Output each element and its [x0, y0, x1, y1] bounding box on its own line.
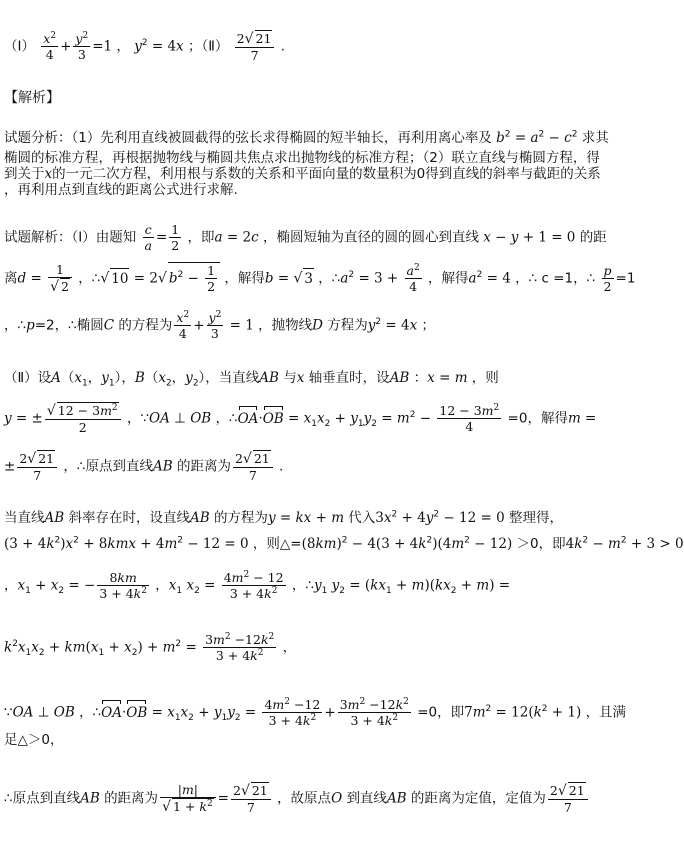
solution-text: ，∴ — [318, 270, 341, 287]
fraction-distance: $\frac{2√ 21}{7}$ — [17, 450, 57, 483]
vector-ob: OB — [126, 699, 147, 723]
solution-text: ； — [421, 317, 435, 334]
fraction-sum-roots: $\frac{8km}{3 + 4k^2}$ — [99, 570, 147, 601]
final-line: ∴原点到直线AB 的距离为 $\frac{|m|}{√ 1 + k^2}$ = $\frac{2√ 21}{7}$ ，故原点O 到直线AB 的距离为定值，定值为 $\frac{2√ 21}{7}$ — [4, 782, 626, 815]
fraction-distance: $\frac{2√ 21}{7}$ — [231, 782, 271, 815]
solution-text: ，且满 — [585, 704, 627, 721]
fraction-y2-over-3: $\frac{y^2}{3}$ — [75, 30, 89, 62]
solution-text: 离 — [4, 270, 18, 287]
answer-part1-label: （Ⅰ） — [4, 38, 35, 55]
solution-line-1: 试题解析：（Ⅰ）由题知 $\frac{c}{a}$ = $\frac{1}{2}$ ，即a = 2c ，椭圆短轴为直径的圆的圆心到直线 x − y + 1 = 0 的距 — [4, 222, 607, 253]
fraction-answer-distance: $\frac{2√ 21}{7}$ — [235, 30, 275, 63]
solution-text: （Ⅱ）设 — [4, 370, 52, 386]
product-line: $k^2x_1x_2 + km(x_1 + x_2) + m^2$ = $\frac{3m^2 -12k^2}{3 + 4k^2}$ ， — [4, 631, 297, 663]
analysis-text-1b: 求其 — [581, 130, 609, 146]
analysis-line-4: ，再利用点到直线的距离公式进行求解. — [4, 182, 238, 198]
solution-text: ，∴原点到直线 — [63, 458, 153, 475]
fraction-y-value: $\frac{√ 12 - 3m^2}{2}$ — [45, 402, 121, 435]
analysis-text-3b: 的一元二次方程，利用根与系数的关系和平面向量的数量积为0得到直线的斜率与截距的关系 — [52, 166, 601, 182]
solution-text: ，则△= — [252, 536, 302, 552]
solution-text: ，即 — [187, 229, 215, 246]
part2-line-1: （Ⅱ）设$A(x_1$，$y_1$），$B(x_2$，$y_2$），当直线AB 与x 轴垂直时，设AB ：x = m ，则 — [4, 370, 499, 389]
solution-line-2: 离d = $\frac{1}{√ 2}$ ，∴√ 10 = 2√ $b^2$ − $\frac{1}{2}$ ，解得b = √ 3 ，$\therefore a^2 = 3$ + $\frac{a^2}{4}$ ，解得$a^2 = 4$ ，∴ c =1，∴ $\frac{p}{2}$ =1 — [4, 262, 636, 295]
vector-oa: OA — [101, 699, 122, 723]
solution-text: 整理得， — [508, 510, 563, 526]
fraction-abs-m: $\frac{|m|}{√ 1 + k^2}$ — [160, 782, 216, 815]
solution-text: 代入 — [348, 510, 376, 526]
answer-part2-label: ；（Ⅱ） — [187, 38, 229, 55]
fraction-distance: $\frac{2√ 21}{7}$ — [548, 782, 588, 815]
slope-line-2: $(3 + 4k^2)x^2 + 8kmx + 4m^2 - 12 = 0$ ，则$\triangle=(8km)^2 - 4(3 + 4k^2)(4m^2 - 12) >0$，即$4k^2 - m^2 + 3 > 0$ — [4, 535, 684, 552]
part2-line-3: ± $\frac{2√ 21}{7}$ ，∴原点到直线AB 的距离为 $\frac{2√ 21}{7}$ . — [4, 451, 284, 483]
solution-text: =0，解得 — [507, 410, 568, 427]
orth-line: ∵OA ⊥ OB ，∴OA·OB = $x_1x_2 + y_1y_2$ = $\frac{4m^2 -12}{3 + 4k^2}$ + $\frac{3m^2 -12k^2}{3 + 4k^2}$ =0，即$7m^2 = 12(k^2 + 1)$ ，且满 — [4, 696, 627, 728]
solution-text: ，∴ — [79, 704, 102, 721]
solution-text: ，∴ — [215, 410, 238, 427]
fraction-c-over-a: $\frac{c}{a}$ — [144, 222, 152, 253]
fraction-x2-over-4: $\frac{x^2}{4}$ — [43, 30, 57, 62]
fraction-y1y2: $\frac{3m^2 -12k^2}{3 + 4k^2}$ — [339, 696, 409, 728]
slope-line-1: 当直线AB 斜率存在时，设直线AB 的方程为y = kx + m 代入$3x^2 + 4y^2 - 12 = 0$ 整理得， — [4, 509, 563, 526]
solution-text: 方程为 — [327, 317, 368, 334]
solution-text: 轴垂直时，设 — [308, 370, 390, 386]
solution-text: ，解得 — [224, 270, 265, 287]
answer-line: （Ⅰ） $\frac{x^2}{4}$ + $\frac{y^2}{3}$ =1 ， $y^2 = 4x$ ；（Ⅱ） $\frac{2√ 21}{7}$ . — [4, 30, 286, 63]
solution-text: ，则 — [471, 370, 499, 386]
solution-text: 到直线 — [346, 790, 387, 807]
solution-text: ，∵ — [126, 410, 150, 427]
solution-text: 当直线 — [4, 510, 45, 526]
fraction-a2-over-4: $\frac{a^2}{4}$ — [406, 262, 420, 294]
solution-text: 斜率存在时，设直线 — [68, 510, 190, 526]
part2-line-2: y = ± $\frac{√ 12 - 3m^2}{2}$ ，∵OA ⊥ OB ，∴OA·OB = $x_1x_2 + y_1y_2 = m^2$ − $\frac{12 - 3m^2}{4}$ =0，解得m = — [4, 402, 597, 435]
fraction-y2-over-3: $\frac{y^2}{3}$ — [208, 309, 222, 341]
solution-text: ∴原点到直线 — [4, 790, 81, 807]
solution-text: ，∴ — [78, 270, 101, 287]
solution-text: ，∴ c =1，∴ — [515, 270, 596, 287]
analysis-text-3a: 到关于 — [4, 166, 45, 182]
analysis-text-1a: （1）先利用直线被圆截得的弦长求得椭圆的短半轴长，再利用离心率及 — [71, 130, 492, 146]
solution-text: 的方程为 — [118, 317, 173, 334]
section-heading: 【解析】 — [4, 90, 60, 106]
fraction-x1x2: $\frac{4m^2 -12}{3 + 4k^2}$ — [264, 696, 321, 728]
solution-text: 与 — [283, 370, 297, 386]
solution-text: 的距离为定值，定值为 — [410, 790, 546, 807]
vieta-line: ，$x_1 + x_2$ = − $\frac{8km}{3 + 4k^2}$ ，$x_1$ $x_2$ = $\frac{4m^2 - 12}{3 + 4k^2}$ ，$\therefore y_1$ $y_2 = (kx_1 + m)(kx_2 + m)$ = — [4, 569, 511, 601]
analysis-line-3: 到关于x的一元二次方程，利用根与系数的关系和平面向量的数量积为0得到直线的斜率与截距的关系 — [4, 166, 601, 182]
fraction-one-half: $\frac{1}{2}$ — [207, 263, 216, 294]
solution-text: ，∴ — [4, 317, 27, 334]
vector-ob: OB — [263, 405, 284, 429]
orth-line-2: 足△＞0， — [4, 732, 64, 748]
fraction-distance: $\frac{2√ 21}{7}$ — [233, 450, 273, 483]
solution-text: ＞0，即 — [516, 536, 566, 552]
solution-text: ，解得 — [428, 270, 469, 287]
fraction-1-over-sqrt2: $\frac{1}{√ 2}$ — [48, 262, 72, 295]
solution-text: ，∴ — [291, 577, 314, 594]
fraction-y1y2: $\frac{3m^2 -12k^2}{3 + 4k^2}$ — [205, 631, 275, 663]
analysis-line-1: 试题分析：（1）先利用直线被圆截得的弦长求得椭圆的短半轴长，再利用离心率及 $b^2 = a^2 - c^2$ 求其 — [4, 129, 609, 146]
fraction-12-3m2-over-4: $\frac{12 - 3m^2}{4}$ — [439, 402, 500, 434]
fraction-p-over-2: $\frac{p}{2}$ — [603, 263, 612, 294]
solution-text: （Ⅰ）由题知 — [71, 229, 137, 246]
fraction-x2-over-4: $\frac{x^2}{4}$ — [176, 309, 190, 341]
solution-text: ，抛物线 — [258, 317, 313, 334]
solution-text: 的距离为 — [104, 790, 159, 807]
vector-oa: OA — [238, 405, 259, 429]
solution-text: 的距 — [579, 229, 607, 246]
fraction-product-roots: $\frac{4m^2 - 12}{3 + 4k^2}$ — [223, 569, 284, 601]
solution-text: ，当直线 — [205, 370, 260, 386]
solution-text: 的方程为 — [213, 510, 268, 526]
solution-text: =0，即 — [417, 704, 465, 721]
analysis-line-2: 椭圆的标准方程，再根据抛物线与椭圆共焦点求出抛物线的标准方程；（2）联立直线与椭圆方程，得 — [4, 150, 600, 166]
solution-text: 的距离为 — [176, 458, 231, 475]
analysis-label: 试题分析： — [4, 130, 72, 146]
fraction-one-half: $\frac{1}{2}$ — [171, 222, 180, 253]
solution-label: 试题解析： — [4, 229, 72, 246]
solution-text: ，故原点 — [277, 790, 332, 807]
solution-line-3: ，∴p=2，∴椭圆C 的方程为 $\frac{x^2}{4}$ + $\frac{y^2}{3}$ = 1 ，抛物线D 方程为$y^2 = 4x$ ； — [4, 309, 435, 341]
solution-text: ，椭圆短轴为直径的圆的圆心到直线 — [262, 229, 479, 246]
solution-text: =2，∴椭圆 — [34, 317, 104, 334]
